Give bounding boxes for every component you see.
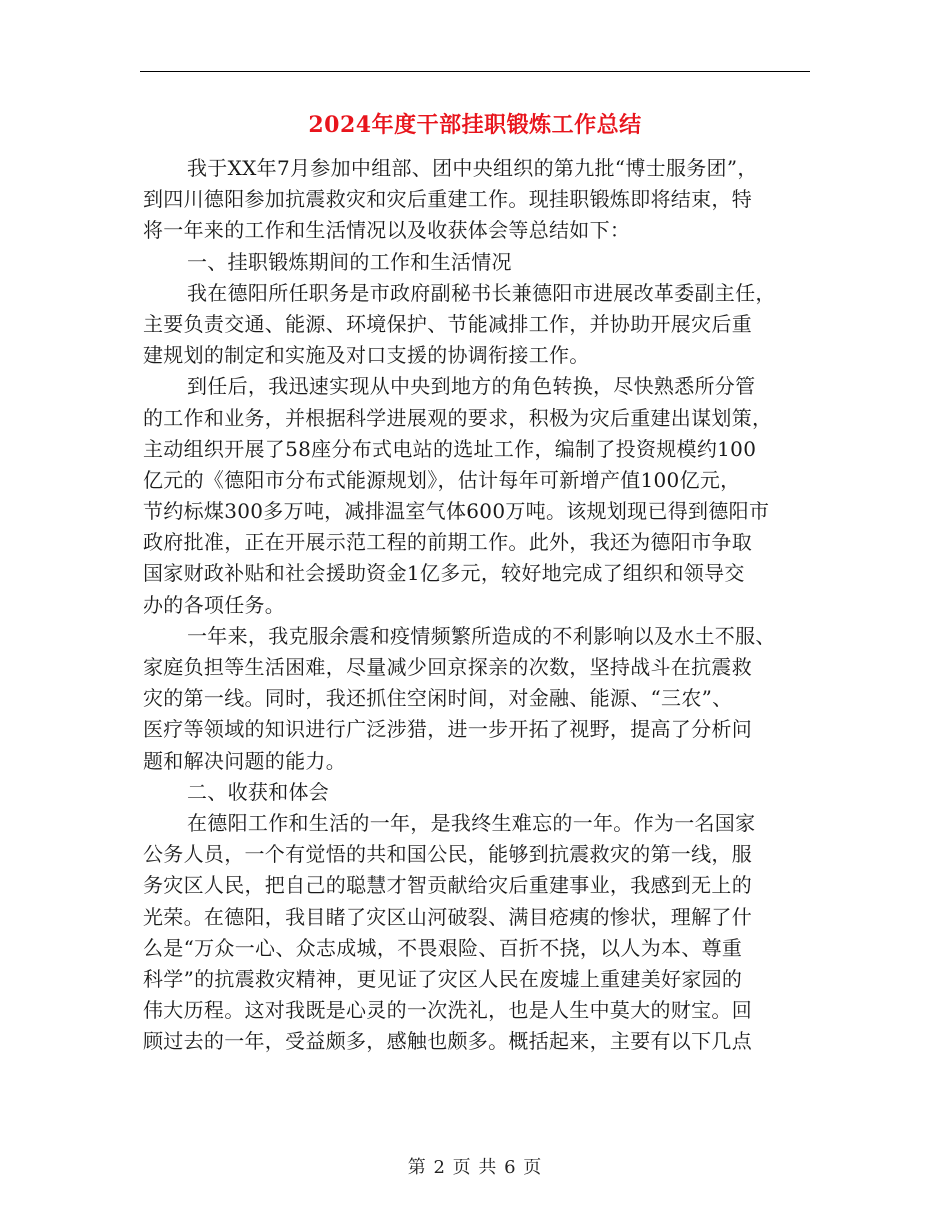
body-line: 的工作和业务，并根据科学进展观的要求，积极为灾后重建出谋划策， <box>143 405 773 430</box>
section-heading: 二、收获和体会 <box>187 779 330 804</box>
body-line: 灾的第一线。同时，我还抓住空闲时间，对金融、能源、“三农”、 <box>143 686 733 711</box>
header-rule <box>140 71 810 72</box>
body-line: 光荣。在德阳，我目睹了灾区山河破裂、满目疮痍的惨状，理解了什 <box>143 904 752 929</box>
body-line: 顾过去的一年，受益颇多，感触也颇多。概括起来，主要有以下几点 <box>143 1029 752 1054</box>
document-body <box>143 153 808 1057</box>
body-line: 务灾区人民，把自己的聪慧才智贡献给灾后重建事业，我感到无上的 <box>143 873 752 898</box>
body-line: 国家财政补贴和社会援助资金1亿多元，较好地完成了组织和领导交 <box>143 561 745 586</box>
body-line: 节约标煤300多万吨，减排温室气体600万吨。该规划现已得到德阳市 <box>143 499 770 524</box>
body-line: 将一年来的工作和生活情况以及收获体会等总结如下： <box>143 218 631 243</box>
body-line: 我在德阳所任职务是市政府副秘书长兼德阳市进展改革委副主任， <box>187 280 776 305</box>
body-line: 一年来，我克服余震和疫情频繁所造成的不利影响以及水土不服、 <box>187 623 776 648</box>
body-line: 主动组织开展了58座分布式电站的选址工作，编制了投资规模约100 <box>143 436 757 461</box>
body-line: 主要负责交通、能源、环境保护、节能减排工作，并协助开展灾后重 <box>143 311 752 336</box>
body-line: 题和解决问题的能力。 <box>143 748 346 773</box>
document-title: 2024年度干部挂职锻炼工作总结 <box>308 112 642 138</box>
body-line: 我于XX年7月参加中组部、团中央组织的第九批“博士服务团”， <box>187 156 758 180</box>
body-line: 科学”的抗震救灾精神，更见证了灾区人民在废墟上重建美好家园的 <box>143 966 743 991</box>
page-footer: 第 2 页 共 6 页 <box>407 1157 543 1178</box>
body-line: 政府批准，正在开展示范工程的前期工作。此外，我还为德阳市争取 <box>143 530 752 555</box>
body-line: 到四川德阳参加抗震救灾和灾后重建工作。现挂职锻炼即将结束，特 <box>143 187 752 212</box>
body-line: 在德阳工作和生活的一年，是我终生难忘的一年。作为一名国家 <box>187 810 756 835</box>
body-line: 医疗等领域的知识进行广泛涉猎，进一步开拓了视野，提高了分析问 <box>143 717 752 742</box>
body-line: 建规划的制定和实施及对口支援的协调衔接工作。 <box>143 343 590 368</box>
body-line: 伟大历程。这对我既是心灵的一次洗礼，也是人生中莫大的财宝。回 <box>143 998 752 1023</box>
body-line: 办的各项任务。 <box>143 592 286 617</box>
body-line: 到任后，我迅速实现从中央到地方的角色转换，尽快熟悉所分管 <box>187 374 756 399</box>
body-line: 亿元的《德阳市分布式能源规划》，估计每年可新增产值100亿元， <box>143 467 741 492</box>
body-line: 家庭负担等生活困难，尽量减少回京探亲的次数，坚持战斗在抗震救 <box>143 655 752 679</box>
body-line: 么是“万众一心、众志成城，不畏艰险、百折不挠，以人为本、尊重 <box>143 935 743 960</box>
section-heading: 一、挂职锻炼期间的工作和生活情况 <box>187 249 512 274</box>
body-line: 公务人员，一个有觉悟的共和国公民，能够到抗震救灾的第一线，服 <box>143 842 752 867</box>
